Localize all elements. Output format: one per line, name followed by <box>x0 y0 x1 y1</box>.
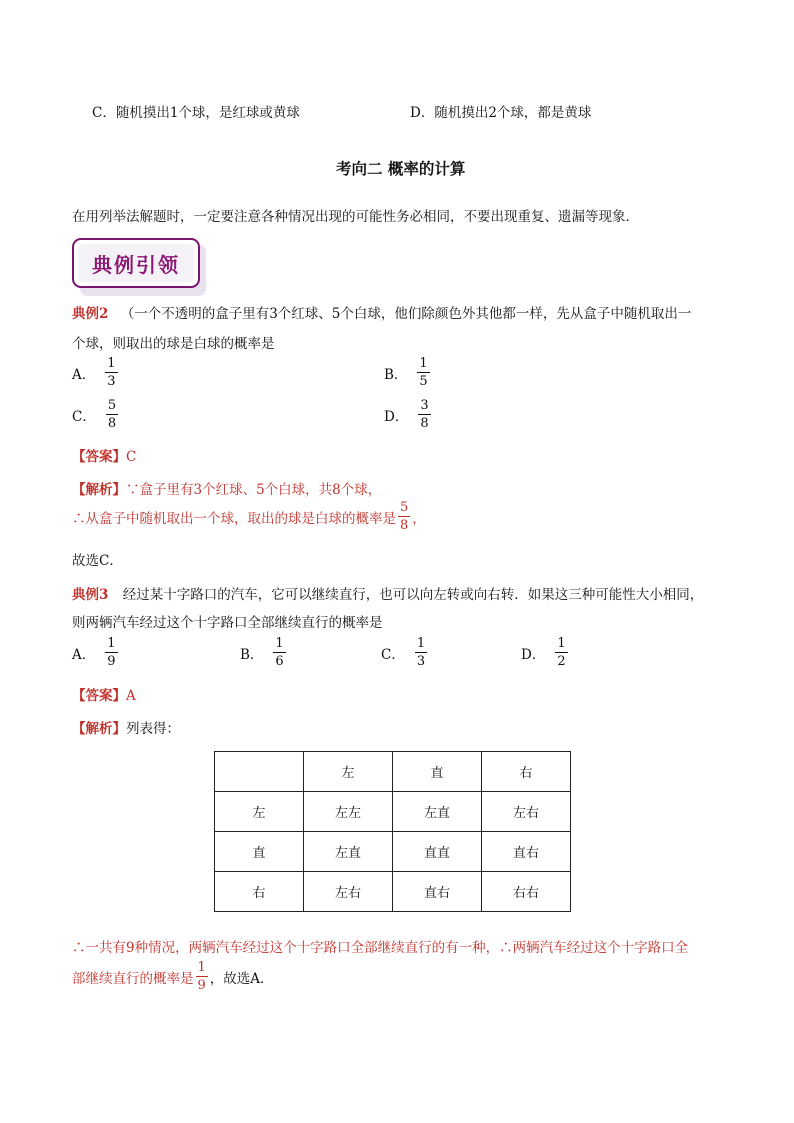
numerator: 1 <box>107 356 116 371</box>
example2-text1: （一个不透明的盒子里有3个红球、5个白球，他们除颜色外其他都一样，先从盒子中随机取出一 <box>120 306 692 322</box>
option-label: D． <box>384 408 409 425</box>
analysis-text: 列表得： <box>126 721 180 737</box>
outcome-table <box>214 751 571 912</box>
example2-option-b <box>384 357 432 388</box>
table-row <box>215 752 571 792</box>
denominator: 8 <box>420 416 429 431</box>
fraction <box>273 637 285 668</box>
example2-option-d <box>384 399 433 430</box>
option-label: B． <box>384 366 408 383</box>
example2-stem-line2: 个球，则取出的球是白球的概率是 <box>72 336 275 352</box>
denominator: 9 <box>197 978 206 993</box>
table-cell: 右 <box>215 872 304 912</box>
numerator: 3 <box>420 398 429 413</box>
fraction <box>418 399 430 430</box>
option-label: A． <box>72 646 96 663</box>
denominator: 5 <box>419 374 428 389</box>
example-badge <box>72 238 200 288</box>
example2-option-c <box>72 399 120 430</box>
option-label: A． <box>72 366 96 383</box>
numerator: 5 <box>107 398 117 413</box>
fraction <box>398 501 410 532</box>
denominator: 3 <box>416 654 426 669</box>
numerator: 1 <box>275 636 284 651</box>
example2-stem-line1 <box>72 302 691 322</box>
example-badge-text: 典例引领 <box>78 244 194 282</box>
numerator: 1 <box>419 356 428 371</box>
table-row <box>215 832 571 872</box>
numerator: 1 <box>416 636 426 651</box>
answer-tag: 【答案】 <box>72 449 126 465</box>
example2-conclusion: 故选C． <box>72 553 123 569</box>
table-cell: 左 <box>304 752 393 792</box>
example3-answer <box>72 684 136 704</box>
option-label: B． <box>240 646 264 663</box>
table-row <box>215 872 571 912</box>
option-text: 随机摸出1个球，是红球或黄球 <box>115 105 300 121</box>
table-row <box>215 792 571 832</box>
section-intro: 在用列举法解题时，一定要注意各种情况出现的可能性务必相同，不要出现重复、遗漏等现象． <box>72 209 639 225</box>
example3-analysis <box>72 717 180 737</box>
example3-option-b <box>240 637 288 668</box>
option-d-prev <box>410 101 591 121</box>
analysis-text: ∵盒子里有3个红球、5个白球，共8个球， <box>126 482 382 498</box>
option-label: D． <box>521 646 546 663</box>
example2-option-a <box>72 357 120 388</box>
final-text: ，故选A． <box>209 970 274 987</box>
numerator: 1 <box>107 636 116 651</box>
numerator: 1 <box>557 636 566 651</box>
example3-text1: 经过某十字路口的汽车，它可以继续直行，也可以向左转或向右转．如果这三种可能性大小相同， <box>122 587 704 603</box>
example3-option-a <box>72 637 120 668</box>
table-cell: 左右 <box>304 872 393 912</box>
answer-value: C <box>126 449 137 465</box>
table-cell: 直 <box>215 832 304 872</box>
analysis-text: ∴从盒子中随机取出一个球，取出的球是白球的概率是 <box>72 510 396 527</box>
analysis-tag: 【解析】 <box>72 721 126 737</box>
fraction <box>105 637 117 668</box>
example2-analysis-line1 <box>72 478 381 498</box>
option-label: C． <box>72 408 96 425</box>
denominator: 8 <box>107 416 117 431</box>
example3-stem-line2: 则两辆汽车经过这个十字路口全部继续直行的概率是 <box>72 615 383 631</box>
table-cell: 左直 <box>393 792 482 832</box>
denominator: 2 <box>557 654 566 669</box>
table-cell: 直右 <box>482 832 571 872</box>
analysis-tag: 【解析】 <box>72 482 126 498</box>
table-cell: 直右 <box>393 872 482 912</box>
fraction <box>555 637 567 668</box>
table-cell: 右 <box>482 752 571 792</box>
fraction <box>417 357 429 388</box>
table-cell: 左左 <box>304 792 393 832</box>
example3-tag: 典例3 <box>72 587 109 603</box>
table-cell: 左右 <box>482 792 571 832</box>
answer-value: A <box>126 688 136 704</box>
option-c-prev <box>92 101 300 121</box>
table-cell: 直直 <box>393 832 482 872</box>
denominator: 9 <box>107 654 116 669</box>
denominator: 8 <box>400 518 409 533</box>
option-label: C． <box>381 646 405 663</box>
example3-option-d <box>521 637 570 668</box>
example2-analysis-line2 <box>72 501 426 532</box>
example3-option-c <box>381 637 429 668</box>
example3-final-line2 <box>72 961 274 992</box>
fraction <box>415 637 427 668</box>
numerator: 1 <box>197 960 206 975</box>
option-label: D． <box>410 105 435 121</box>
example2-answer <box>72 445 136 465</box>
table-cell: 右右 <box>482 872 571 912</box>
option-label: C． <box>92 105 116 121</box>
fraction <box>105 357 117 388</box>
example3-stem-line1 <box>72 583 703 603</box>
denominator: 3 <box>107 374 116 389</box>
analysis-text: ， <box>412 510 426 527</box>
table-cell: 左 <box>215 792 304 832</box>
fraction <box>196 961 208 992</box>
denominator: 6 <box>275 654 284 669</box>
option-text: 随机摸出2个球，都是黄球 <box>434 105 592 121</box>
example2-tag: 典例2 <box>72 306 109 322</box>
table-cell: 左直 <box>304 832 393 872</box>
section-title: 考向二 概率的计算 <box>336 159 466 178</box>
table-cell: 直 <box>393 752 482 792</box>
example3-final-line1: ∴一共有9种情况，两辆汽车经过这个十字路口全部继续直行的有一种，∴两辆汽车经过这个十字路口全 <box>72 940 689 956</box>
numerator: 5 <box>400 500 409 515</box>
answer-tag: 【答案】 <box>72 688 126 704</box>
table-cell <box>215 752 304 792</box>
fraction <box>106 399 118 430</box>
final-text: 部继续直行的概率是 <box>72 970 194 987</box>
